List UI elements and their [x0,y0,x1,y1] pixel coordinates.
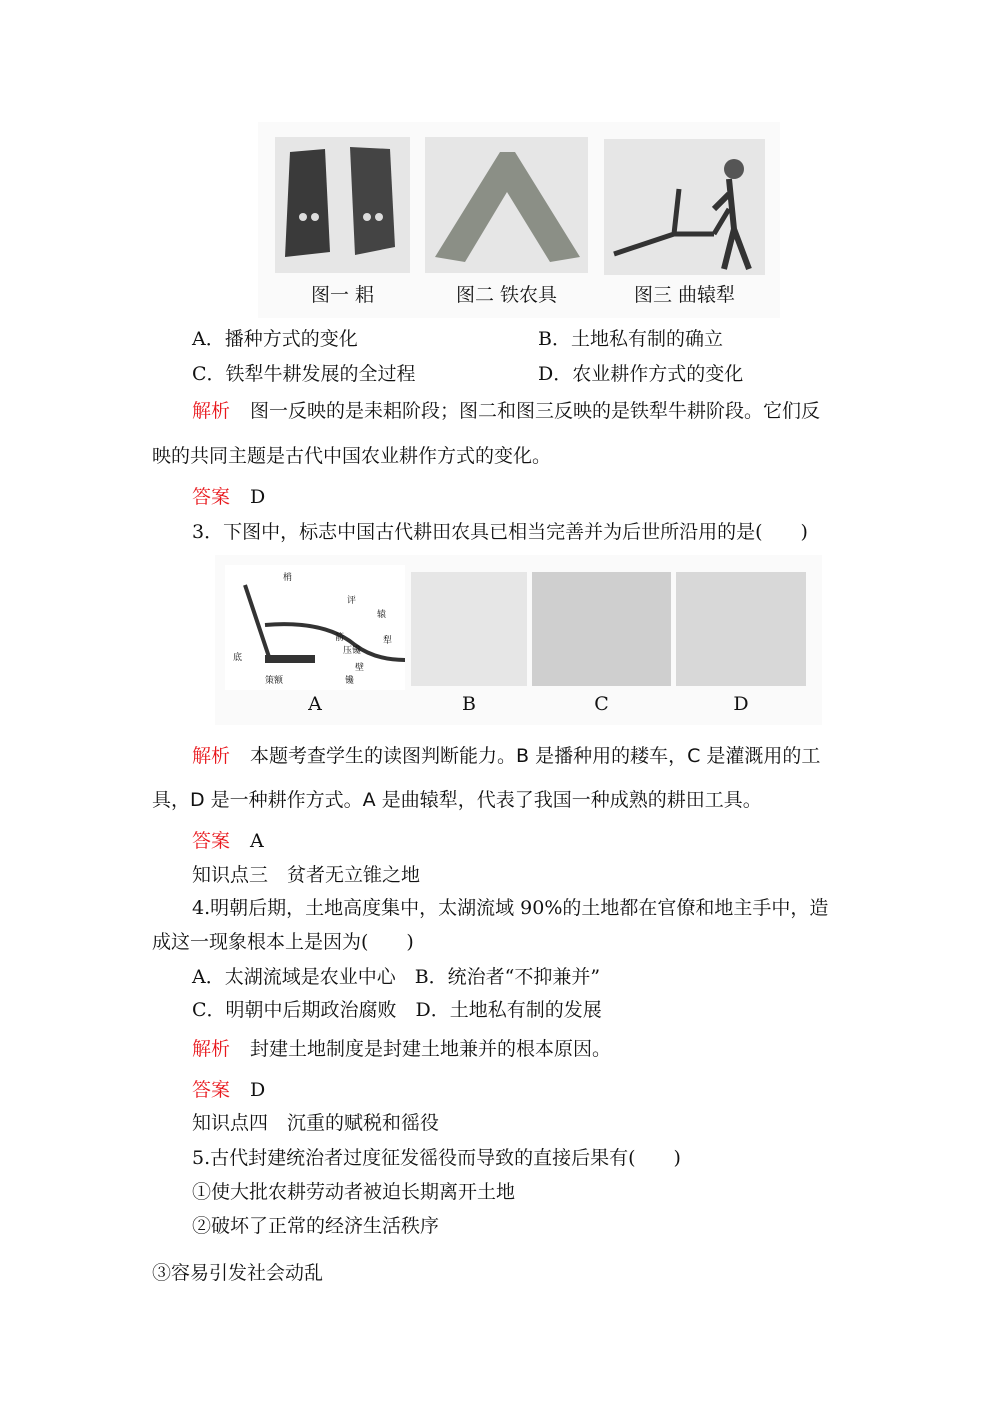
analysis-q4: 解析 封建土地制度是封建土地兼并的根本原因。 [192,1038,612,1060]
question-4-line2: 成这一现象根本上是因为( ) [152,931,414,953]
image-seeder [411,572,527,686]
caption-fig3: 图三 曲辕犁 [633,284,736,306]
image-ox-ploughing [676,572,806,686]
option-c: C．铁犁牛耕发展的全过程 [192,363,416,385]
option-d: D．农业耕作方式的变化 [538,363,744,385]
analysis-q2-line2: 映的共同主题是古代中国农业耕作方式的变化。 [152,445,552,467]
analysis-q3-line2: 具，D 是一种耕作方式。A 是曲辕犁，代表了我国一种成熟的耕田工具。 [152,789,762,811]
figure-farm-tools [258,122,780,318]
caption-fig1: 图一 耜 [310,284,375,306]
analysis-label: 解析 [192,400,231,422]
answer-q2: 答案 D [192,486,266,508]
question-4-line1: 4.明朝后期，土地高度集中，太湖流域 90%的土地都在官僚和地主手中，造 [192,897,829,919]
figure-ploughs [215,555,822,725]
option-a: A．播种方式的变化 [192,328,358,350]
section-heading-3: 知识点三 贫者无立锥之地 [192,864,421,886]
q5-item-3: ③容易引发社会动乱 [152,1262,324,1284]
answer-q3: 答案 A [192,830,264,852]
q5-item-2: ②破坏了正常的经济生活秩序 [192,1215,440,1237]
answer-q4: 答案 D [192,1079,266,1101]
analysis-q2: 解析 图一反映的是耒耜阶段；图二和图三反映的是铁犁牛耕阶段。它们反 [192,400,821,422]
image-iron-tool [425,137,588,273]
q4-options-2: C．明朝中后期政治腐败 D．土地私有制的发展 [192,999,602,1021]
image-plough-diagram: 梢 评 辕 箭 犁 压镵 底 壁 策额 镵 [225,565,405,690]
caption-b: B [462,693,476,715]
option-b: B．土地私有制的确立 [538,328,723,350]
caption-a: A [308,693,322,715]
caption-c: C [594,693,609,715]
analysis-q3: 解析 本题考查学生的读图判断能力。B 是播种用的耧车，C 是灌溉用的工 [192,745,821,767]
image-water-wheel [532,572,671,686]
caption-fig2: 图二 铁农具 [455,284,558,306]
question-3: 3．下图中，标志中国古代耕田农具已相当完善并为后世所沿用的是( ) [192,521,808,543]
q5-item-1: ①使大批农耕劳动者被迫长期离开土地 [192,1181,516,1203]
caption-d: D [733,693,749,715]
q4-options-1: A．太湖流域是农业中心 B．统治者“不抑兼并” [192,966,601,988]
question-5: 5.古代封建统治者过度征发徭役而导致的直接后果有( ) [192,1147,681,1169]
section-heading-4: 知识点四 沉重的赋税和徭役 [192,1112,440,1134]
image-si-spade [275,137,410,273]
image-curved-plough [604,139,765,275]
